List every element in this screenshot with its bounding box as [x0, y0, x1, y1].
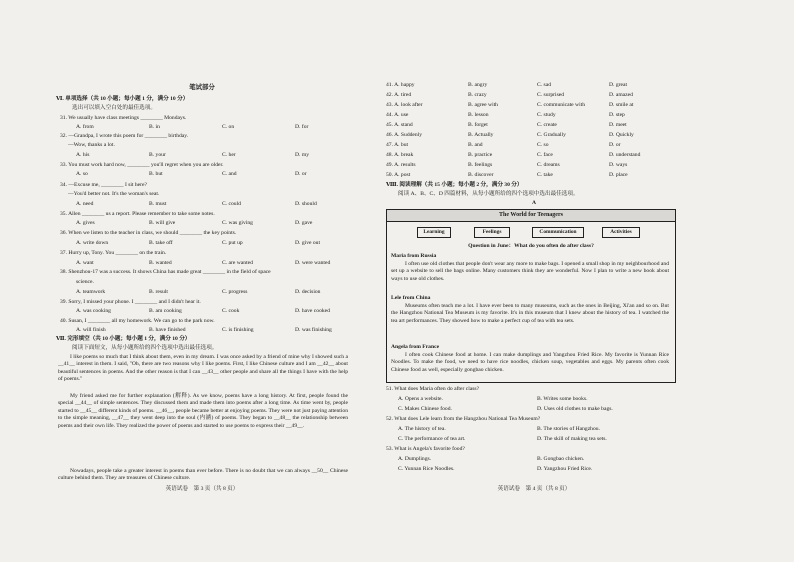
option-41-a: 41. A. happy: [386, 82, 415, 88]
option-48-a: 48. A. break: [386, 152, 414, 158]
option-46-a: 46. A. Suddenly: [386, 132, 423, 138]
option-45-d: D. meet: [609, 122, 627, 128]
q32-option-a: A. his: [76, 152, 90, 158]
option-42-b: B. crazy: [468, 92, 487, 98]
option-45-c: C. create: [537, 122, 557, 128]
q35-option-b: B. will give: [149, 220, 176, 226]
q51-option-b: B. Writes some books.: [537, 396, 588, 402]
option-43-c: C. communicate with: [537, 102, 586, 108]
option-48-d: D. understand: [609, 152, 641, 158]
section-6-instructions: 选出可以填入空白处的最佳选项。: [72, 105, 156, 111]
question-34-reply: —You'd better not. It's the woman's seat.: [68, 191, 160, 197]
option-43-b: B. agree with: [468, 102, 498, 108]
tab-learning[interactable]: Learning: [417, 227, 451, 238]
author-lele: Lele from China: [391, 295, 431, 301]
tab-activities[interactable]: Activities: [602, 227, 640, 238]
option-49-c: C. dreams: [537, 162, 560, 168]
cloze-paragraph-2: My friend asked me for further explanation (解释). As we know, poems have a long history. At first, people found the special __44__ of simple sentences. They discussed them and made them into poems after a long time. As time went by, people started to __45__ different kinds of poems. __46__, people became better at enjoying poems. They were not just paying attention to the simple meaning, __47__ they went deep into the soul (内涵) of poems. They began to __48__ the relationship between poems and their own life. They realized the power of poems and started to use poems to express their __49__.: [58, 393, 348, 429]
section-7-instructions: 阅读下面短文，从每小题所给的四个选项中选出最佳选项。: [72, 345, 218, 351]
q40-option-b: B. have finished: [149, 327, 186, 333]
option-50-b: B. discover: [468, 172, 494, 178]
option-49-b: B. feelings: [468, 162, 493, 168]
option-49-d: D. ways: [609, 162, 628, 168]
option-47-d: D. or: [609, 142, 621, 148]
option-43-d: D. smile at: [609, 102, 634, 108]
q53-option-b: B. Gongbao chicken.: [537, 456, 585, 462]
cloze-paragraph-1: I like poems so much that I think about them, even in my dream. I was once asked by a friend of mine why I showed such a __41__ interest in them. I said, "Oh, there are two reasons why I like poems. First, I like Chinese culture and I am __42__ about beautiful sentences in poems. And the other reason is that I can __43__ other people and share all the things I have with the help of poems.": [58, 354, 348, 383]
q37-option-b: B. wanted: [149, 260, 172, 266]
q33-option-b: B. but: [149, 171, 163, 177]
tab-feelings[interactable]: Feelings: [474, 227, 510, 238]
author-angela: Angela from France: [391, 344, 440, 350]
q40-option-c: C. is finishing: [222, 327, 254, 333]
q51-option-c: C. Makes Chinese food.: [398, 406, 452, 412]
q36-option-b: B. take off: [149, 240, 173, 246]
q38-option-b: B. result: [149, 289, 168, 295]
question-34: 34. —Excuse me, ________ I sit here?: [60, 182, 147, 188]
cloze-paragraph-3: Nowadays, people take a greater interest in poems than ever before. There is no doubt that we can always __50__ Chinese culture behind them. They are treasures of Chinese culture.: [58, 468, 348, 482]
tab-communication[interactable]: Communication: [532, 227, 584, 238]
option-43-a: 43. A. look after: [386, 102, 423, 108]
q52-option-a: A. The history of tea.: [398, 426, 446, 432]
q39-option-a: A. was cooking: [76, 308, 111, 314]
passage-letter: A: [531, 200, 537, 206]
q35-option-c: C. was giving: [222, 220, 253, 226]
option-42-d: D. amazed: [609, 92, 633, 98]
q52-option-b: B. The stories of Hangzhou.: [537, 426, 600, 432]
q33-option-d: D. or: [295, 171, 307, 177]
angela-text: I often cook Chinese food at home. I can make dumplings and Yangzhou Fried Rice. My favorite is Yunnan Rice Noodles. To make the food, we need to have rice noodles, chicken soup, vegetables and eggs. My parents often cook Chinese food as well, especially gongbao chicken.: [391, 352, 669, 373]
section-7-header: Ⅶ. 完形填空（共 10 小题；每小题 1 分，满分 10 分）: [56, 336, 191, 342]
option-44-c: C. study: [537, 112, 556, 118]
exam-page-3: [52, 0, 390, 562]
question-38-cont: science.: [76, 279, 94, 285]
q34-option-d: D. should: [295, 201, 317, 207]
q40-option-a: A. will finish: [76, 327, 106, 333]
option-44-d: D. step: [609, 112, 625, 118]
q53-option-d: D. Yangzhou Fried Rice.: [537, 466, 593, 472]
page-footer-4: 英语试卷 第 4 页（共 8 页）: [497, 486, 571, 492]
question-38: 38. Shenzhou-17 was a success. It shows China has made great ________ in the field of space: [60, 269, 271, 275]
q34-option-a: A. need: [76, 201, 94, 207]
option-44-a: 44. A. use: [386, 112, 409, 118]
section-8-header: Ⅷ. 阅读理解（共 15 小题；每小题 2 分，满分 30 分）: [386, 182, 523, 188]
option-44-b: B. lesson: [468, 112, 489, 118]
question-36: 36. When we listen to the teacher in class, we should ________ the key points.: [60, 230, 237, 236]
q51-option-d: D. Uses old clothes to make bags.: [537, 406, 613, 412]
q33-option-a: A. so: [76, 171, 88, 177]
question-52: 52. What does Lele learn from the Hangzhou National Tea Museum?: [386, 416, 541, 422]
question-33: 33. You must work hard now, ________ you'll regret when you are older.: [60, 162, 224, 168]
q34-option-c: C. could: [222, 201, 241, 207]
question-35: 35. Allen ________ us a report. Please remember to take some notes.: [60, 211, 215, 217]
question-32-reply: —Wow, thanks a lot.: [68, 142, 115, 148]
option-47-a: 47. A. but: [386, 142, 409, 148]
section-title: 笔试部分: [189, 84, 215, 91]
q31-option-d: D. for: [295, 124, 309, 130]
passage-a-box: [386, 209, 676, 383]
lele-text: Museums often teach me a lot. I have ever been to many museums, such as the ones in Beijing, Xi'an and so on. But the Hangzhou National Tea Museum is my favorite. It's in this museum that I knew about the history of tea. I watched the tea art performances. They showed how to make a perfect cup of tea with tea sets.: [391, 303, 669, 324]
option-45-b: B. forget: [468, 122, 488, 128]
option-50-a: 50. A. post: [386, 172, 411, 178]
option-49-a: 49. A. results: [386, 162, 416, 168]
option-46-d: D. Quickly: [609, 132, 634, 138]
passage-box-title: The World for Teenagers: [499, 212, 563, 218]
option-48-c: C. face: [537, 152, 553, 158]
exam-page-4: [384, 0, 684, 562]
maria-text: I often use old clothes that people don't wear any more to make bags. I opened a small shop in my neighbourhood and set up a website to sell the bags online. Many customers think they are wonderful. Now I plan to write a new book about ways to use old clothes.: [391, 261, 670, 282]
option-50-d: D. place: [609, 172, 628, 178]
q51-option-a: A. Opens a website.: [398, 396, 443, 402]
option-42-a: 42. A. tired: [386, 92, 412, 98]
q33-option-c: C. and: [222, 171, 237, 177]
option-42-c: C. surprised: [537, 92, 565, 98]
q38-option-c: C. progress: [222, 289, 248, 295]
question-51: 51. What does Maria often do after class?: [386, 386, 480, 392]
option-46-b: B. Actually: [468, 132, 494, 138]
option-41-d: D. great: [609, 82, 628, 88]
q35-option-d: D. gave: [295, 220, 313, 226]
q32-option-d: D. my: [295, 152, 309, 158]
passage-question: Question in June：What do you often do after class?: [468, 243, 594, 249]
q52-option-c: C. The performance of tea art.: [398, 436, 466, 442]
q39-option-b: B. am cooking: [149, 308, 182, 314]
question-40: 40. Susan, I ________ all my homework. We can go to the park now.: [60, 318, 215, 324]
option-41-b: B. angry: [468, 82, 488, 88]
q32-option-b: B. your: [149, 152, 166, 158]
question-31: 31. We usually have class meetings ________ Mondays.: [60, 115, 187, 121]
q31-option-a: A. from: [76, 124, 94, 130]
option-48-b: B. practice: [468, 152, 493, 158]
q52-option-d: D. The skill of making tea sets.: [537, 436, 607, 442]
option-47-b: B. and: [468, 142, 483, 148]
section-6-header: Ⅵ. 单项选择（共 10 小题；每小题 1 分，满分 10 分）: [56, 96, 189, 102]
q38-option-a: A. teamwork: [76, 289, 106, 295]
option-50-c: C. take: [537, 172, 553, 178]
question-32: 32. —Grandpa, I wrote this poem for ________ birthday.: [60, 133, 189, 139]
q38-option-d: D. decision: [295, 289, 321, 295]
q34-option-b: B. must: [149, 201, 167, 207]
q53-option-c: C. Yunnan Rice Noodles.: [398, 466, 455, 472]
section-8-instructions: 阅读 A、B、C、D 四篇材料，从每小题所给的四个选项中选出最佳选项。: [398, 191, 579, 197]
q31-option-c: C. on: [222, 124, 235, 130]
q36-option-a: A. write down: [76, 240, 109, 246]
author-maria: Maria from Russia: [391, 253, 437, 259]
question-39: 39. Sorry, I missed your phone. I ________ and I didn't hear it.: [60, 299, 201, 305]
option-45-a: 45. A. stand: [386, 122, 413, 128]
page-footer-3: 英语试卷 第 3 页（共 8 页）: [165, 486, 239, 492]
option-41-c: C. sad: [537, 82, 551, 88]
option-47-c: C. so: [537, 142, 549, 148]
q36-option-c: C. put up: [222, 240, 243, 246]
q36-option-d: D. give out: [295, 240, 321, 246]
q53-option-a: A. Dumplings.: [398, 456, 432, 462]
q39-option-c: C. cook: [222, 308, 240, 314]
q40-option-d: D. was finishing: [295, 327, 332, 333]
question-37: 37. Hurry up, Tony. You ________ on the train.: [60, 250, 167, 256]
q31-option-b: B. in: [149, 124, 160, 130]
q39-option-d: D. have cooked: [295, 308, 330, 314]
q37-option-c: C. are wanted: [222, 260, 253, 266]
option-46-c: C. Gradually: [537, 132, 566, 138]
q37-option-a: A. want: [76, 260, 94, 266]
question-53: 53. What is Angela's favorite food?: [386, 446, 465, 452]
q32-option-c: C. her: [222, 152, 236, 158]
q37-option-d: D. were wanted: [295, 260, 331, 266]
q35-option-a: A. gives: [76, 220, 95, 226]
